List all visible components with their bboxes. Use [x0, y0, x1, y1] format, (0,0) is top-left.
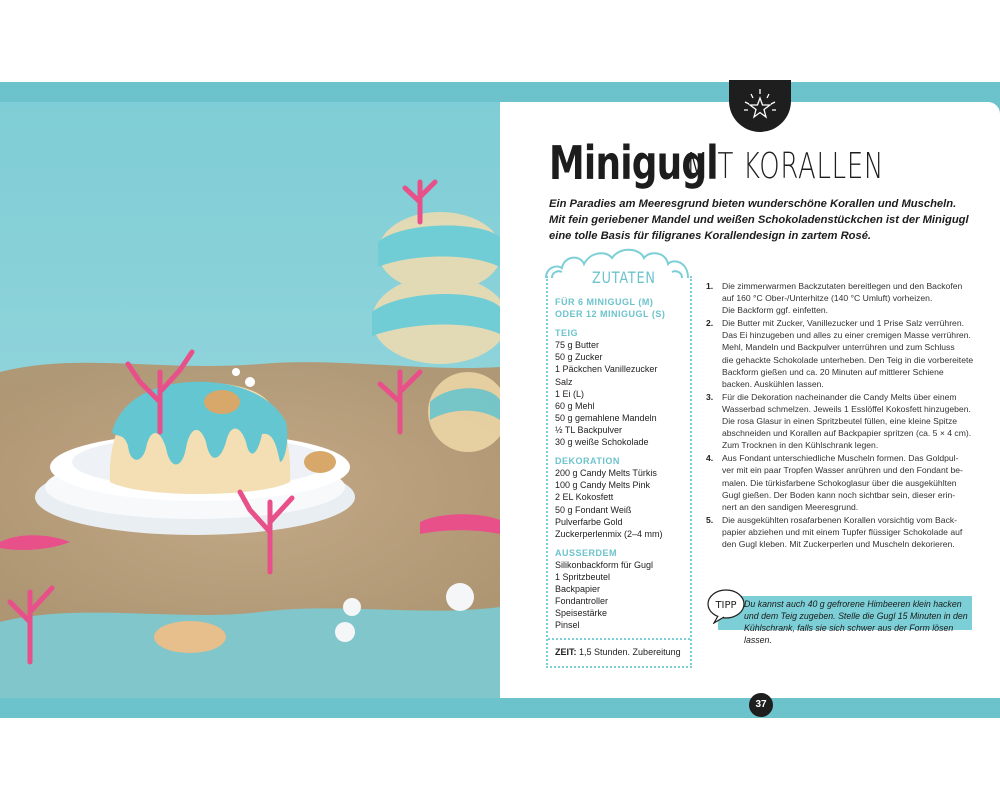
instruction-steps [706, 280, 974, 551]
time-line [555, 647, 681, 657]
ingredient-item: 100 g Candy Melts Pink [555, 480, 651, 491]
step-line: nert an den sandigen Meeresgrund. [722, 501, 859, 512]
step-line: Backform gießen und ca. 20 Minuten auf mittlerer Schiene [722, 366, 944, 377]
ingredient-item: Pulverfarbe Gold [555, 516, 623, 527]
step-number: 2. [706, 318, 714, 329]
step-line: Zum Trocknen in den Kühlschrank legen. [722, 440, 879, 451]
ingredients-list [555, 296, 687, 631]
ingredient-item: Pinsel [555, 620, 580, 631]
step-line: Für die Dekoration nacheinander die Candy Melts über einem [722, 391, 957, 402]
ingredient-item: Zuckerperlenmix (2–4 mm) [555, 528, 663, 539]
step-line: backen. Auskühlen lassen. [722, 378, 824, 389]
step-line: die gehackte Schokolade unterheben. Den Teig in die vorbereitete [722, 354, 974, 365]
tip-box [706, 588, 972, 645]
yield-line: FÜR 6 MINIGUGL (M) [555, 297, 654, 307]
ingredient-item: 50 g Fondant Weiß [555, 504, 632, 515]
minigugl-photo-illustration [0, 102, 500, 698]
ingredient-item: Backpapier [555, 584, 601, 595]
ingredient-item: 200 g Candy Melts Türkis [555, 468, 657, 479]
step-line: Wasserbad schmelzen. Jeweils 1 Esslöffel Kokosfett hinzugeben. [722, 403, 971, 414]
ingredient-item: 1 Ei (L) [555, 388, 585, 399]
intro-text [549, 196, 969, 244]
step-line: Die ausgekühlten rosafarbenen Korallen vorsichtig vom Back- [722, 514, 958, 525]
step-4 [706, 452, 974, 512]
intro-line: Mit fein geriebener Mandel und weißen Schokoladenstückchen ist der Minigugl [549, 214, 969, 226]
section-title: DEKORATION [555, 456, 620, 467]
recipe-title [549, 136, 885, 190]
food-photo [0, 102, 500, 698]
ingredient-item: 50 g Zucker [555, 352, 603, 363]
step-line: papier abziehen und mit einem Tupfer flüssiger Schokolade auf [722, 526, 963, 537]
ingredient-item: ½ TL Backpulver [555, 424, 623, 435]
ingredient-item: 1 Päckchen Vanillezucker [555, 364, 658, 375]
step-line: Die rosa Glasur in einen Spritzbeutel füllen, eine kleine Spitze [722, 416, 958, 427]
tip-bubble-icon [706, 588, 746, 624]
title-bold: Minigugl [549, 136, 718, 190]
step-line: auf 160 °C Ober-/Unterhitze (140 °C Umluft) vorheizen. [722, 293, 933, 304]
ingredients-divider [548, 638, 690, 640]
section-title: TEIG [555, 328, 579, 339]
step-line: ver mit ein paar Tropfen Wasser anrühren und den Fondant be- [722, 465, 963, 476]
section-title: AUSSERDEM [555, 547, 618, 558]
tip-line: und dem Teig zugeben. Stelle die Gugl 15 Minuten in den [744, 611, 968, 621]
step-line: abschneiden und Korallen auf Backpapier spritzen (ca. 5 × 4 cm). [722, 428, 972, 439]
ingredient-item: 2 EL Kokosfett [555, 492, 614, 503]
step-line: Das Ei hinzugeben und alles zu einer cremigen Masse verrühren. [722, 330, 971, 341]
step-line: Die zimmerwarmen Backzutaten bereitlegen und den Backofen [722, 281, 963, 291]
step-5 [706, 514, 974, 550]
tip-label: TIPP [715, 600, 737, 611]
intro-line: eine tolle Basis für filigranes Korallendesign in zartem Rosé. [549, 230, 872, 242]
tip-line: Kühlschrank, falls sie sich schwer aus der Form lösen lassen. [744, 623, 954, 645]
step-line: Die Butter mit Zucker, Vanillezucker und 1 Prise Salz verrühren. [722, 318, 964, 329]
ingredient-item: Silikonbackform für Gugl [555, 559, 654, 570]
step-line: Mehl, Mandeln und Backpulver unterrühren und zum Schluss [722, 342, 955, 353]
step-line: Aus Fondant unterschiedliche Muscheln formen. Das Goldpul- [722, 453, 959, 464]
ingredient-item: 75 g Butter [555, 340, 600, 351]
title-thin: MIT KORALLEN [686, 146, 885, 187]
page-number: 37 [749, 693, 773, 717]
yield-line: ODER 12 MINIGUGL (S) [555, 309, 666, 320]
time-label: ZEIT: [555, 647, 577, 657]
step-number: 1. [706, 281, 714, 291]
tip-line: Du kannst auch 40 g gefrorene Himbeeren klein hacken [744, 599, 962, 609]
tip-text [744, 598, 972, 646]
step-number: 5. [706, 514, 714, 525]
intro-line: Ein Paradies am Meeresgrund bieten wunderschöne Korallen und Muscheln. [549, 198, 957, 210]
star-badge-icon [729, 80, 791, 132]
ingredient-item: 30 g weiße Schokolade [555, 437, 649, 448]
step-3 [706, 391, 974, 451]
step-line: Gugl gießen. Der Boden kann noch sichtbar sein, dieser erin- [722, 489, 956, 500]
ingredient-item: Fondantroller [555, 596, 609, 607]
step-line: Die Backform ggf. einfetten. [722, 305, 829, 316]
step-number: 3. [706, 391, 714, 402]
ingredients-header: ZUTATEN [592, 268, 656, 287]
step-number: 4. [706, 453, 714, 464]
ingredient-item: Salz [555, 376, 573, 387]
ingredient-item: 60 g Mehl [555, 400, 595, 411]
ingredient-item: 50 g gemahlene Mandeln [555, 412, 657, 423]
ingredient-item: 1 Spritzbeutel [555, 571, 611, 582]
step-1 [706, 280, 974, 316]
step-2 [706, 317, 974, 390]
step-line: malen. Die türkisfarbene Schokoglasur über die ausgekühlten [722, 477, 957, 488]
step-line: den Gugl kleben. Mit Zuckerperlen und Muscheln dekorieren. [722, 538, 955, 549]
time-value: 1,5 Stunden. Zubereitung [579, 647, 681, 657]
ingredient-item: Speisestärke [555, 608, 608, 619]
